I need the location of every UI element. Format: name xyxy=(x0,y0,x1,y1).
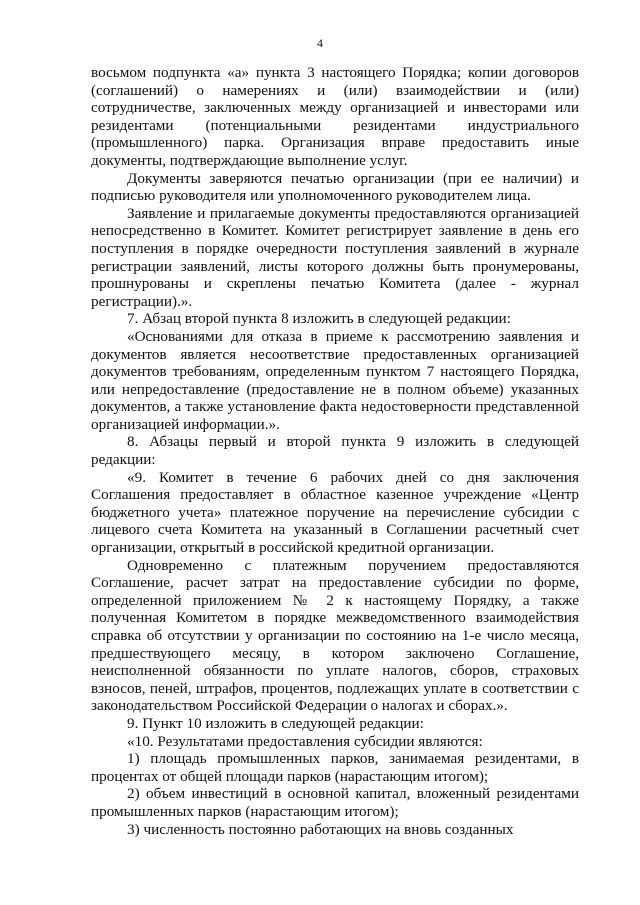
paragraph: 7. Абзац второй пункта 8 изложить в следующей редакции: xyxy=(127,310,511,328)
paragraph: восьмом подпункта «а» пункта 3 настоящего Порядка; копии договоров (соглашений) о намерениях и (или) взаимодействии и (или) сотрудничестве, заключенных между организацией и инвесторами или резидентами (потенциальными резидентами индустриального (промышленного) парка. Организация вправе предоставить иные документы, подтверждающие выполнение услуг. xyxy=(91,64,579,169)
paragraph: «10. Результатами предоставления субсидии являются: xyxy=(127,732,483,750)
paragraph: «9. Комитет в течение 6 рабочих дней со дня заключения Соглашения предоставляет в областное казенное учреждение «Центр бюджетного учета» платежное поручение на перечисление субсидии с лицевого счета Комитета на указанный в Соглашении расчетный счет организации, открытый в российской кредитной организации. xyxy=(91,468,579,557)
paragraph: 3) численность постоянно работающих на вновь созданных xyxy=(127,820,514,838)
page-number: 4 xyxy=(317,36,323,50)
paragraph: Документы заверяются печатью организации (при ее наличии) и подписью руководителя или уполномоченного руководителем лица. xyxy=(91,169,579,205)
paragraph: «Основаниями для отказа в приеме к рассмотрению заявления и документов является несоответствие предоставленных организацией документов требованиям, определенным пунктом 7 настоящего Порядка, или непредоставление (предоставление не в полном объеме) указанных документов, а также установление факта недостоверности представленной организацией информации.». xyxy=(91,327,579,433)
paragraph: Заявление и прилагаемые документы предоставляются организацией непосредственно в Комитет. Комитет регистрирует заявление в день его поступления в порядке очередности поступления заявлений в журнале регистрации заявлений, листы которого должны быть пронумерованы, прошнурованы и скреплены печатью Комитета (далее - журнал регистрации).». xyxy=(91,204,579,310)
paragraph: 9. Пункт 10 изложить в следующей редакции: xyxy=(127,714,424,732)
paragraph: 8. Абзацы первый и второй пункта 9 изложить в следующей редакции: xyxy=(91,433,579,469)
paragraph: 2) объем инвестиций в основной капитал, вложенный резидентами промышленных парков (нарастающим итогом); xyxy=(91,785,579,820)
paragraph: 1) площадь промышленных парков, занимаемая резидентами, в процентах от общей площади парков (нарастающим итогом); xyxy=(91,750,579,785)
paragraph: Одновременно с платежным поручением предоставляются Соглашение, расчет затрат на предоставление субсидии по форме, определенной приложением № 2 к настоящему Порядку, а также полученная Комитетом в порядке межведомственного взаимодействия справка об отсутствии у организации по состоянию на 1-е число месяца, предшествующего месяцу, в котором заключено Соглашение, неисполненной обязанности по уплате налогов, сборов, страховых взносов, пеней, штрафов, процентов, подлежащих уплате в соответствии с законодательством Российской Федерации о налогах и сборах.». xyxy=(91,556,579,715)
document-body xyxy=(91,64,579,838)
